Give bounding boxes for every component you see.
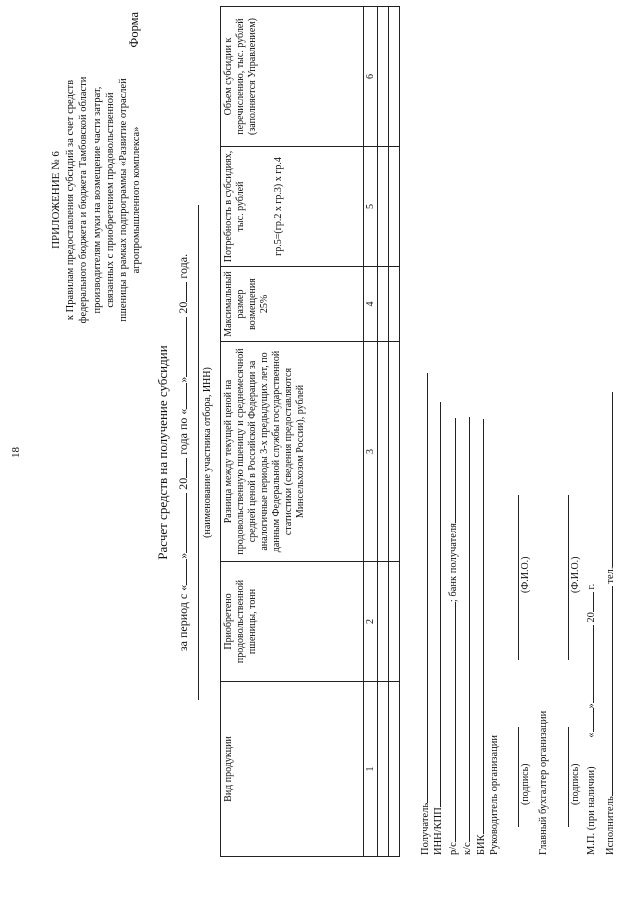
table-header-row (221, 7, 364, 857)
header-formula: гр.5=(гр.2 х гр.3) х гр.4 (273, 157, 284, 256)
head-label: Руководитель организации (489, 735, 500, 855)
period-mid: года по « (176, 408, 190, 455)
bik-blank (474, 419, 484, 834)
period-day-blank (177, 383, 187, 409)
column-number: 5 (364, 147, 378, 267)
recipient-label: Получатель (420, 802, 431, 855)
header-price-difference: Разница между текущей ценой на продовольственную пшеницу и среднемесячной средней ценой в Российской Федерации за аналогичные периоды 3-х предыдущих лет, по данным Федеральной службы государственной статистики (сведения предоставляются Минсельхозом России), рублей (221, 342, 364, 562)
period-year-prefix: 20 (176, 301, 190, 314)
period-month-blank (177, 317, 187, 377)
period-line (176, 0, 191, 905)
period-quote: » (176, 552, 190, 559)
appendix-line: к Правилам предоставления субсидий за счет средств (65, 79, 77, 321)
subsidy-table (220, 6, 400, 857)
executor-label: Исполнитель (605, 796, 616, 855)
recipient-blank (418, 373, 428, 803)
head-signature-line (518, 727, 519, 827)
date-suffix: г. (586, 583, 597, 590)
appendix-title: ПРИЛОЖЕНИЕ № 6 (50, 151, 62, 249)
table-cell (378, 7, 389, 147)
table-cell (389, 342, 400, 562)
table-cell (389, 147, 400, 267)
table-cell (389, 267, 400, 342)
corr-account-blank (460, 417, 470, 842)
header-subsidy-amount: Объем субсидии к перечислению, тыс. рублей (заполняется Управлением) (221, 7, 364, 147)
participant-caption: (наименование участника отбора, ИНН) (202, 367, 213, 538)
head-fio-caption: (Ф.И.О.) (520, 556, 531, 593)
bik-label: БИК (476, 834, 487, 855)
accountant-fio-caption: (Ф.И.О.) (570, 556, 581, 593)
period-quote: » (176, 376, 190, 383)
column-number: 1 (364, 682, 378, 857)
date-close-quote: » (586, 703, 597, 709)
column-number: 2 (364, 562, 378, 682)
table-cell (389, 562, 400, 682)
document-title: Расчет средств на получение субсидии (155, 345, 170, 560)
stamp-date-line (584, 584, 598, 855)
date-month-blank (584, 625, 594, 703)
table-row (378, 7, 389, 857)
period-year-blank (177, 282, 187, 302)
period-year-blank (177, 458, 187, 478)
period-year-prefix: 20 (176, 477, 190, 490)
accountant-signature-line (568, 727, 569, 827)
period-suffix: года. (176, 253, 190, 279)
phone-label: тел. (605, 566, 616, 584)
appendix-line: производителям муки на возмещение части затрат, (91, 86, 103, 314)
appendix-line: федерального бюджета и бюджета Тамбовской области (78, 76, 90, 324)
header-max-reimbursement: Максимальный размер возмещения 25% (221, 267, 364, 342)
table-cell (378, 147, 389, 267)
phone-blank (603, 392, 613, 567)
head-fio-line (518, 495, 519, 660)
inn-kpp-blank (431, 402, 441, 807)
table-cell (389, 682, 400, 857)
appendix-line: пшеницы в рамках подпрограммы «Развитие отраслей (118, 78, 130, 322)
period-month-blank (177, 493, 187, 553)
header-wheat-purchased: Приобретено продовольственной пшеницы, тонн (221, 562, 364, 682)
account-line (446, 418, 460, 855)
table-cell (378, 267, 389, 342)
period-day-blank (177, 559, 187, 585)
recipient-line (418, 373, 432, 855)
date-day-blank (584, 708, 594, 732)
column-number: 4 (364, 267, 378, 342)
table-row (389, 7, 400, 857)
date-year-prefix: 20 (586, 612, 597, 623)
table-cell (378, 342, 389, 562)
header-subsidy-need (221, 147, 364, 267)
header-product-type: Вид продукции (221, 682, 364, 857)
table-cell (378, 562, 389, 682)
column-number-row (364, 7, 378, 857)
bank-blank (446, 418, 456, 523)
table-cell (389, 7, 400, 147)
appendix-line: связанных с приобретением продовольственной (104, 92, 116, 308)
appendix-block (50, 35, 143, 365)
corr-account-label: к/с (462, 842, 473, 855)
accountant-fio-line (568, 495, 569, 660)
date-open-quote: « (586, 732, 597, 738)
account-label: р/с (448, 842, 459, 855)
column-number: 3 (364, 342, 378, 562)
corr-account-line (460, 417, 474, 855)
appendix-line: агропромышленного комплекса» (131, 126, 143, 274)
bik-line (474, 419, 488, 855)
page-number: 18 (10, 447, 22, 458)
table-cell (378, 682, 389, 857)
executor-line (603, 392, 617, 855)
column-number: 6 (364, 7, 378, 147)
accountant-signature-caption: (подпись) (570, 763, 581, 805)
header-subsidy-need-label: Потребность в субсидиях, тыс. рублей (223, 150, 246, 263)
chief-accountant-label: Главный бухгалтер организации (538, 710, 549, 855)
executor-blank (603, 586, 613, 796)
participant-line (198, 205, 199, 700)
account-blank (446, 602, 456, 842)
bank-label: ; банк получателя (448, 523, 459, 603)
inn-kpp-label: ИНН/КПП (433, 807, 444, 855)
date-year-blank (584, 592, 594, 612)
form-label: Форма (127, 12, 141, 48)
inn-kpp-line (431, 402, 445, 855)
head-signature-caption: (подпись) (520, 763, 531, 805)
stamp-label: М.П. (при наличии) (586, 766, 597, 855)
period-prefix: за период с « (176, 584, 190, 652)
